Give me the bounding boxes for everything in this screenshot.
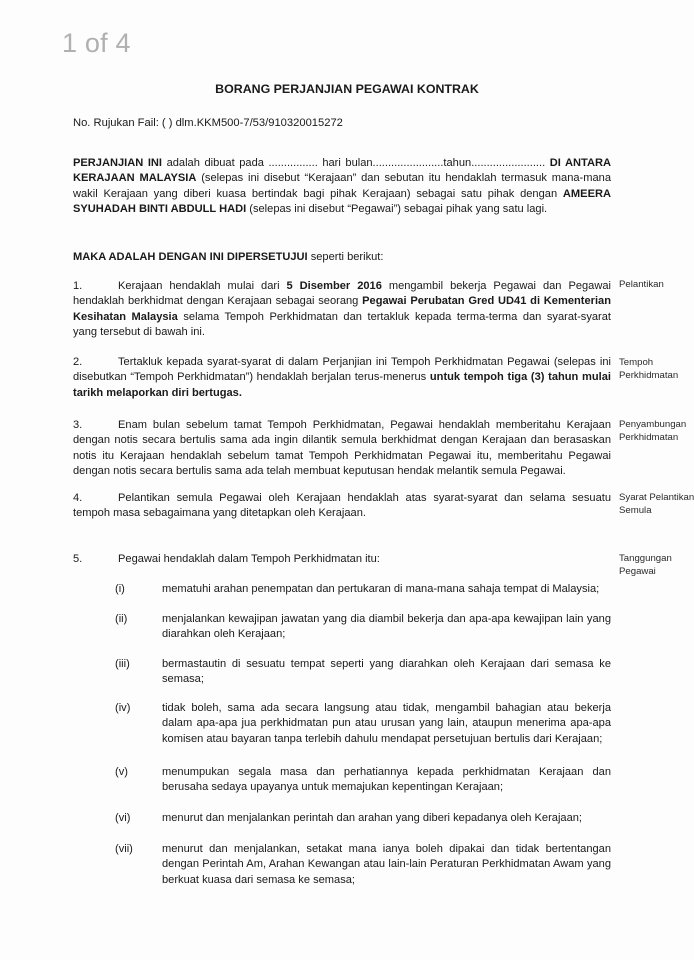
service-period: untuk tempoh tiga (3) tahun mulai tarikh melaporkan diri bertugas. (73, 371, 611, 399)
margin-note-reappointment-terms (619, 492, 694, 517)
margin-note-service-extension (619, 419, 694, 444)
clause-text: mengambil bekerja Pegawai dan Pegawai hendaklah berkhidmat dengan Kerajaan sebagai seorang (73, 280, 611, 308)
clause-number: 1. (73, 280, 83, 292)
clause-5 (73, 552, 611, 567)
duty-item (115, 842, 611, 888)
duty-item (115, 582, 611, 597)
start-date: 5 Disember 2016 (286, 280, 382, 292)
duty-item (115, 765, 611, 796)
margin-note-officer-duties (619, 553, 694, 578)
margin-note-line: Pegawai (619, 565, 656, 577)
duty-item-number: (v) (115, 766, 128, 778)
clause-text: selama Tempoh Perkhidmatan dan tertakluk kepada terma-terma dan syarat-syarat yang tersebut di bawah ini. (73, 310, 611, 338)
clause-number: 4. (73, 492, 83, 504)
clause-number: 3. (73, 419, 83, 431)
parties-government: DI ANTARA KERAJAAN MALAYSIA (73, 157, 611, 185)
duty-item (115, 657, 611, 688)
margin-note-line: Syarat Pelantikan (619, 492, 694, 503)
margin-note-line: Penyambungan (619, 419, 687, 430)
margin-note-line: Pelantikan (619, 279, 664, 290)
margin-note-service-period (619, 357, 694, 382)
duty-item-text: mematuhi arahan penempatan dan pertukaran di mana-mana sahaja tempat di Malaysia; (162, 583, 600, 595)
duty-item (115, 612, 611, 643)
parties-officer-name: AMEERA SYUHADAH BINTI ABDULL HADI (73, 187, 611, 215)
document-title: BORANG PERJANJIAN PEGAWAI KONTRAK (215, 82, 479, 96)
agreement-heading (73, 250, 611, 265)
clause-number: 2. (73, 356, 83, 368)
clause-3 (73, 418, 611, 479)
preamble-text-3: (selepas ini disebut “Pegawai”) sebagai pihak yang satu lagi. (246, 202, 548, 215)
preamble-text-1: adalah dibuat pada ................ hari bulan.......................tahun........................ (162, 157, 550, 169)
duty-item-number: (ii) (115, 613, 128, 625)
duty-item (115, 701, 611, 747)
margin-note-line: Semula (619, 504, 652, 516)
clause-number: 5. (73, 553, 83, 565)
clause-4 (73, 491, 611, 522)
duty-item-number: (vii) (115, 843, 133, 855)
clause-text: Pelantikan semula Pegawai oleh Kerajaan hendaklah atas syarat-syarat dan selama sesuatu tempoh masa sebagaimana yang ditetapkan oleh Kerajaan. (73, 492, 611, 520)
page-indicator: 1 of 4 (62, 28, 131, 58)
duty-item-number: (vi) (115, 812, 131, 824)
duty-item-text: tidak boleh, sama ada secara langsung atau tidak, mengambil bahagian atau bekerja dalam apa-apa jua perkhidmatan pun atau urusan yang lain, ataupun menerima apa-apa komisen atau bayaran tanpa terlebih dahulu mendapat persetujuan bertulis dari Kerajaan; (162, 702, 611, 745)
margin-note-line: Perkhidmatan (619, 431, 679, 443)
preamble-text-2: (selepas ini disebut “Kerajaan” dan sebutan itu hendaklah termasuk mana-mana wakil Kerajaan yang diberi kuasa bertindak bagi pihak Kerajaan) sebagai satu pihak dengan (73, 172, 611, 200)
agreement-bold: MAKA ADALAH DENGAN INI DIPERSETUJUI (73, 251, 308, 263)
duty-item-text: menumpukan segala masa dan perhatiannya kepada perkhidmatan Kerajaan dan berusaha sedaya upayanya untuk memajukan kepentingan Kerajaan; (162, 766, 611, 794)
clause-2 (73, 355, 611, 401)
agreement-text: seperti berikut: (307, 251, 384, 263)
clause-1 (73, 279, 611, 340)
duty-item-text: menurut dan menjalankan, setakat mana ianya boleh dipakai dan tidak bertentangan dengan Perintah Am, Arahan Kewangan atau lain-lain Peraturan Perkhidmatan Awam yang berkuat kuasa dari semasa ke semasa; (162, 843, 611, 886)
file-reference-number: No. Rujukan Fail: ( ) dlm.KKM500-7/53/910320015272 (73, 117, 343, 129)
margin-note-line: Tanggungan (619, 553, 672, 564)
duty-item-number: (iv) (115, 702, 131, 714)
duty-item-number: (i) (115, 583, 125, 595)
duty-item-text: menjalankan kewajipan jawatan yang dia diambil bekerja dan apa-apa kewajipan lain yang diarahkan oleh Kerajaan; (162, 613, 611, 641)
clause-text: Kerajaan hendaklah mulai dari (118, 280, 287, 292)
clause-text: Tertakluk kepada syarat-syarat di dalam Perjanjian ini Tempoh Perkhidmatan Pegawai (selepas ini disebutkan “Tempoh Perkhidmatan”) hendaklah berjalan terus-menerus (73, 356, 611, 384)
margin-note-line: Tempoh (619, 357, 654, 368)
clause-text: Enam bulan sebelum tamat Tempoh Perkhidmatan, Pegawai hendaklah memberitahu Kerajaan dengan notis secara bertulis sama ada ingin dilantik semula berkhidmat dengan Kerajaan dan berasaskan notis itu Kerajaan hendaklah sebelum tamat Tempoh Perkhidmatan Pegawai itu, memberitahu Pegawai dengan notis secara bertulis sama ada telah membuat keputusan hendak melantik semula Pegawai. (73, 419, 611, 477)
preamble-paragraph (73, 156, 611, 217)
duty-item-number: (iii) (115, 658, 130, 670)
position-title: Pegawai Perubatan Gred UD41 di Kementerian Kesihatan Malaysia (73, 295, 612, 323)
clause-text: Pegawai hendaklah dalam Tempoh Perkhidmatan itu: (118, 553, 380, 565)
duty-item-text: bermastautin di sesuatu tempat seperti yang diarahkan oleh Kerajaan dari semasa ke semasa; (162, 658, 611, 686)
duty-item (115, 811, 611, 826)
duty-item-text: menurut dan menjalankan perintah dan arahan yang diberi kepadanya oleh Kerajaan; (162, 812, 583, 824)
margin-note-line: Perkhidmatan (619, 369, 679, 381)
margin-note-appointment (619, 279, 694, 292)
preamble-bold-1: PERJANJIAN INI (73, 157, 163, 169)
